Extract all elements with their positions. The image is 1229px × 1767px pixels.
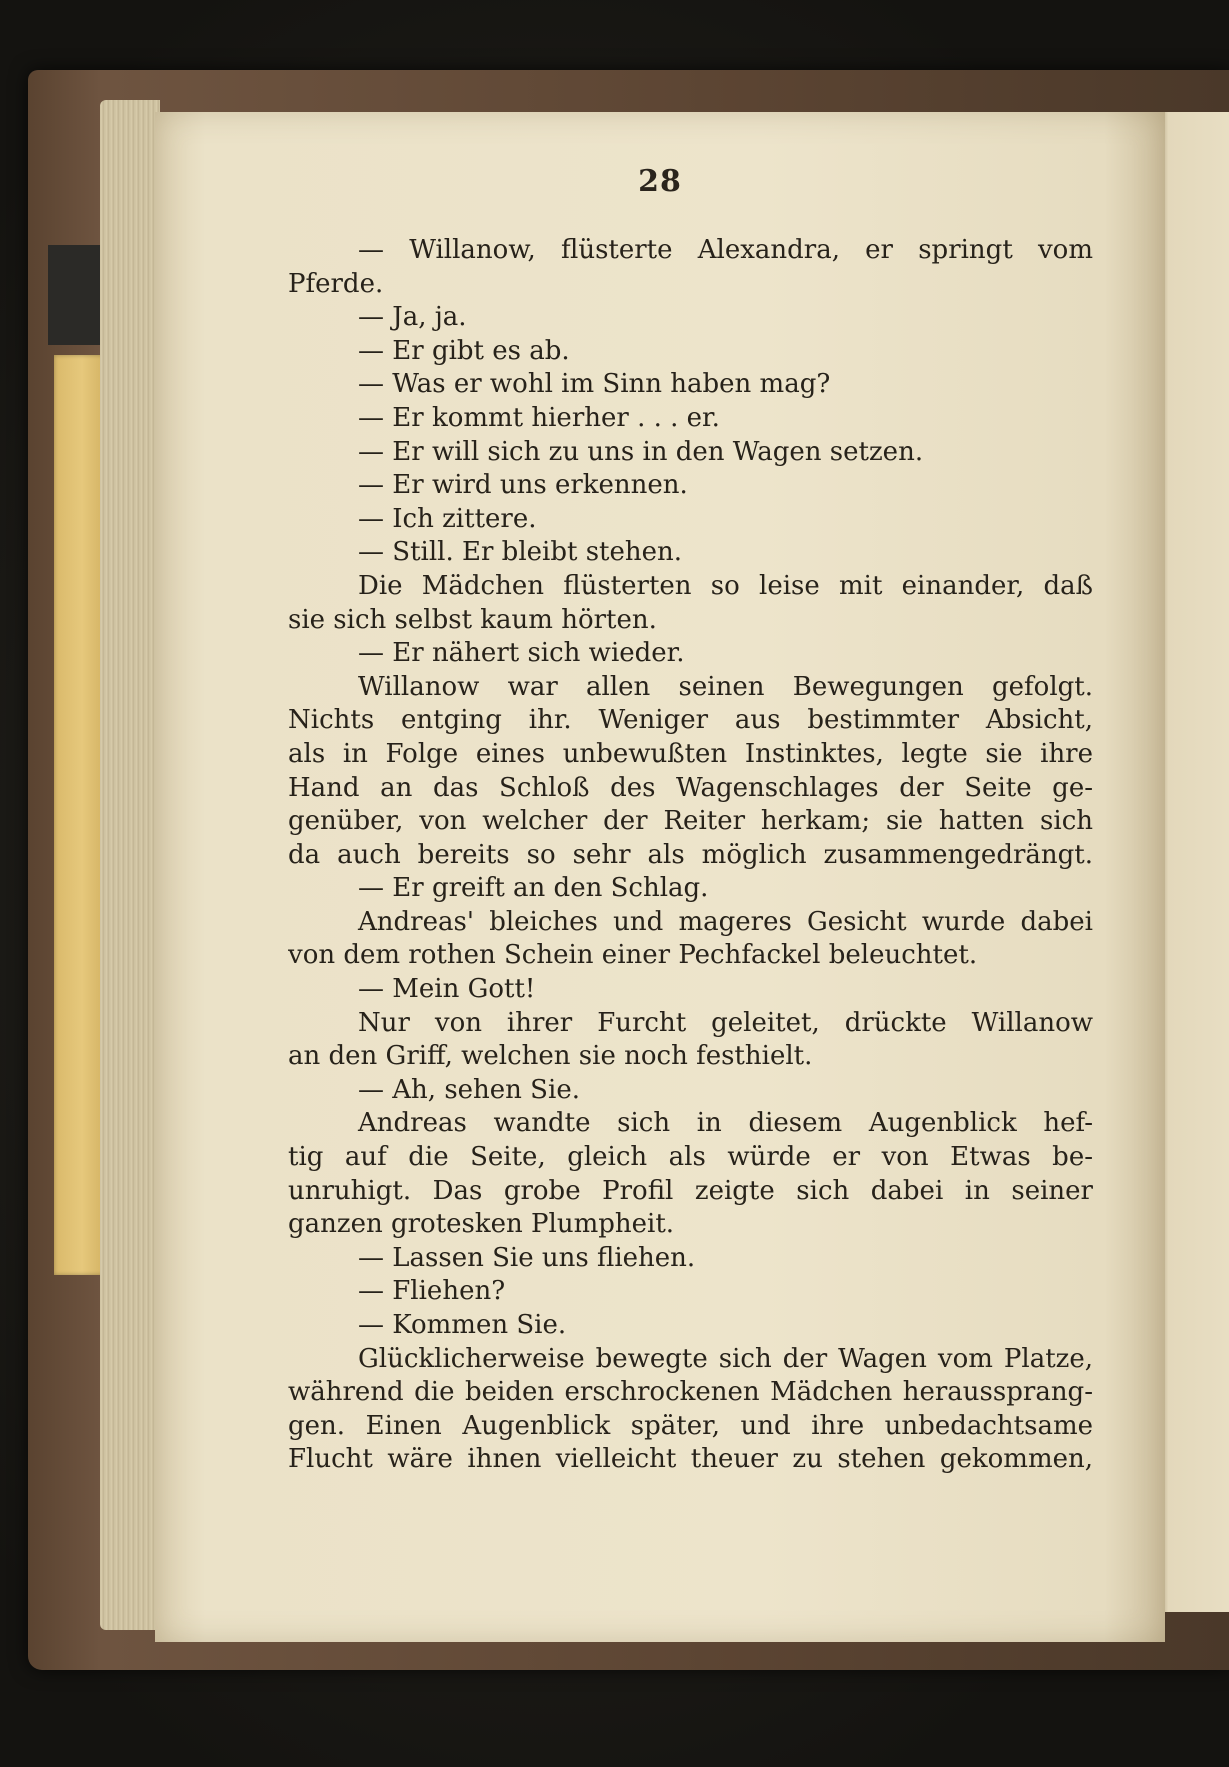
book-page [155,112,1165,1642]
text-line: — Ah, sehen Sie. [358,1074,580,1105]
text-line: Flucht wäre ihnen vielleicht theuer zu stehen gekommen, [288,1444,1093,1475]
text-line: während die beiden erschrockenen Mädchen heraussprang- [288,1377,1093,1408]
text-line: da auch bereits so sehr als möglich zusammengedrängt. [288,839,1093,870]
text-line: unruhigt. Das grobe Profil zeigte sich dabei in seiner [288,1175,1093,1206]
page-number: 28 [638,164,682,199]
text-line: — Ich zittere. [358,503,537,534]
text-line: Pferde. [288,268,384,299]
text-line: — Kommen Sie. [358,1310,567,1340]
text-line: Andreas wandte sich in diesem Augenblick hef- [358,1108,1093,1139]
text-line: — Still. Er bleibt stehen. [358,537,683,568]
text-line: — Er will sich zu uns in den Wagen setzen. [358,436,924,467]
text-line: sie sich selbst kaum hörten. [288,604,657,635]
text-line: tig auf die Seite, gleich als würde er von Etwas be- [288,1142,1093,1173]
text-line: als in Folge eines unbewußten Instinktes, legte sie ihre [288,738,1093,769]
dark-tab [48,245,104,345]
opposite-page [1160,112,1229,1612]
text-line: ganzen grotesken Plumpheit. [288,1209,675,1240]
page-text [288,234,1093,1477]
text-line: — Was er wohl im Sinn haben mag? [358,369,831,400]
text-line: — Er gibt es ab. [358,335,570,366]
text-line: an den Griff, welchen sie noch festhielt. [288,1041,813,1072]
text-line: Willanow war allen seinen Bewegungen gefolgt. [358,671,1093,702]
text-line: — Lassen Sie uns fliehen. [358,1242,696,1273]
text-line: genüber, von welcher der Reiter herkam; sie hatten sich [288,806,1093,837]
text-line: Hand an das Schloß des Wagenschlages der Seite ge- [288,772,1093,803]
text-line: Nur von ihrer Furcht geleitet, drückte Willanow [358,1007,1093,1038]
text-line: — Er kommt hierher . . . er. [358,402,720,433]
text-line: — Er nähert sich wieder. [358,638,685,669]
page-edges [100,100,160,1630]
text-line: — Fliehen? [358,1276,506,1307]
text-line: von dem rothen Schein einer Pechfackel beleuchtet. [288,940,978,971]
text-line: — Willanow, flüsterte Alexandra, er springt vom [358,235,1093,265]
text-line: — Mein Gott! [358,974,536,1005]
text-line: Andreas' bleiches und mageres Gesicht wurde dabei [358,906,1093,937]
text-line: Nichts entging ihr. Weniger aus bestimmter Absicht, [288,705,1093,736]
text-line: gen. Einen Augenblick später, und ihre unbedachtsame [288,1410,1093,1441]
text-line: Die Mädchen flüsterten so leise mit einander, daß [358,570,1093,601]
text-line: Glücklicherweise bewegte sich der Wagen vom Platze, [358,1343,1093,1374]
text-line: — Er greift an den Schlag. [358,873,709,904]
text-line: — Ja, ja. [358,302,467,333]
text-line: — Er wird uns erkennen. [358,470,688,501]
